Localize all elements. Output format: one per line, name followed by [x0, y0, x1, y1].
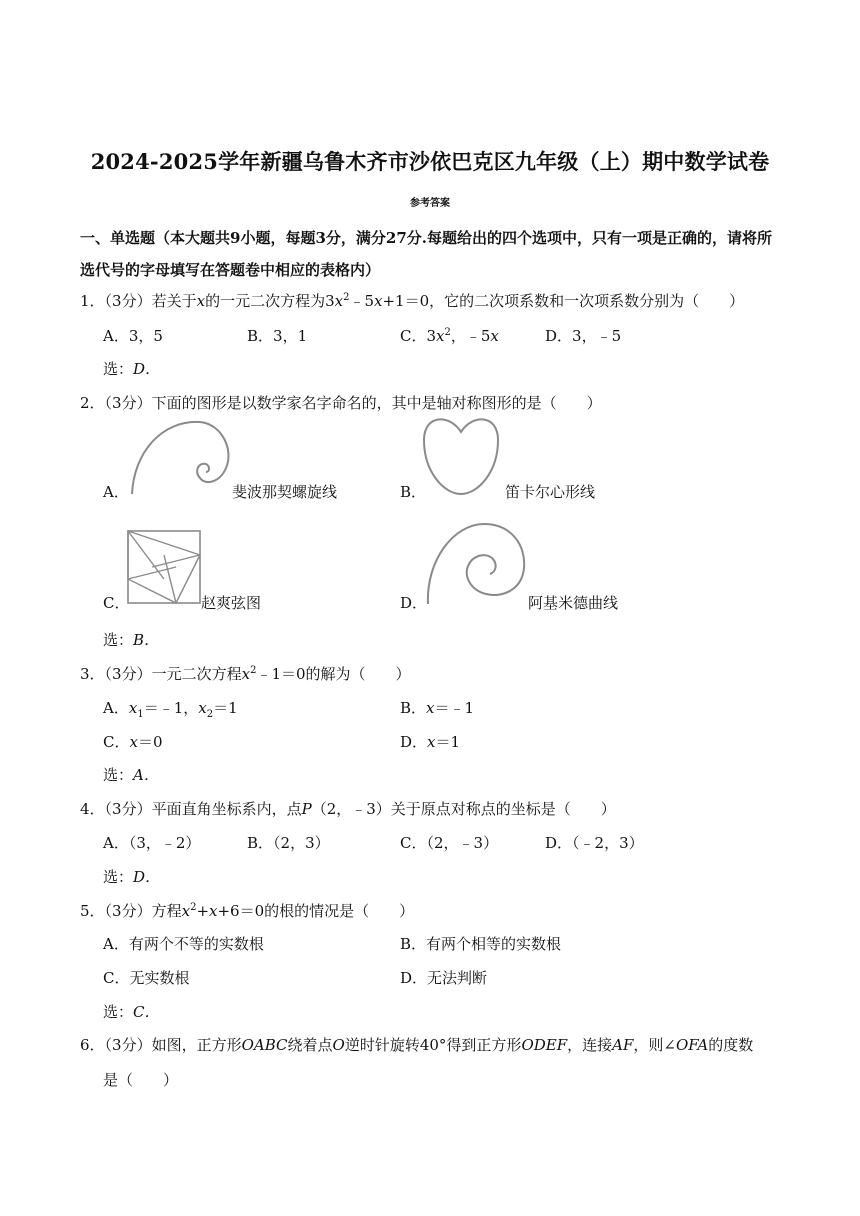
cardioid-caption: 笛卡尔心形线	[505, 483, 596, 501]
archimedean-caption: 阿基米德曲线	[528, 594, 619, 612]
question-5-option-c: C．无实数根	[103, 969, 190, 987]
question-1-option-d: D．3，﹣5	[545, 327, 622, 345]
question-4-option-a: A．（3，﹣2）	[103, 834, 201, 852]
question-2-answer: 选：B．	[103, 631, 160, 649]
question-2-option-b-label: B．	[400, 483, 427, 501]
question-5-option-d: D．无法判断	[400, 969, 488, 987]
question-5-option-a: A．有两个不等的实数根	[103, 935, 264, 953]
cardioid-figure	[420, 410, 502, 498]
question-3-option-b: B．x＝﹣1	[400, 699, 475, 717]
question-3-answer: 选：A．	[103, 766, 159, 784]
question-6-stem: 6．（3分）如图，正方形OABC绕着点O逆时针旋转40°得到正方形ODEF，连接AF，则∠OFA的度数	[80, 1036, 754, 1054]
zhao-shuang-diagram-figure	[127, 530, 201, 604]
archimedean-spiral-figure	[424, 520, 528, 610]
section-heading: 一、单选题（本大题共9小题，每题3分，满分27分.每题给出的四个选项中，只有一项是正确的，请将所选代号的字母填写在答题卷中相应的表格内）	[80, 229, 772, 279]
page-title: 2024-2025学年新疆乌鲁木齐市沙依巴克区九年级（上）期中数学试卷	[90, 149, 770, 174]
question-3-option-d: D．x＝1	[400, 733, 461, 751]
question-4-answer: 选：D．	[103, 868, 161, 886]
question-3-stem: 3．（3分）一元二次方程$x^2﹣1=0$的解为（ ）	[80, 665, 411, 683]
question-1-answer: 选：D．	[103, 360, 161, 378]
question-3-option-a: A．$x_1=﹣1$，$x_2=1$	[103, 699, 238, 720]
question-1-option-a: A．3，5	[103, 327, 163, 345]
question-3-option-c: C．x＝0	[103, 733, 163, 751]
question-5-option-b: B．有两个相等的实数根	[400, 935, 562, 953]
page-subtitle: 参考答案	[410, 198, 450, 209]
question-2-option-d-label: D．	[400, 594, 428, 612]
question-4-option-d: D．（﹣2，3）	[545, 834, 644, 852]
zhao-shuang-caption: 赵爽弦图	[201, 594, 262, 612]
fibonacci-spiral-figure	[122, 412, 236, 496]
question-1-stem: 1．（3分）若关于x的一元二次方程为$3x^2﹣5x+1=0$，它的二次项系数和一次项系数分别为（ ）	[80, 292, 745, 310]
question-2-option-c-label: C．	[103, 594, 130, 612]
question-5-stem: 5．（3分）方程$x^2+x+6=0$的根的情况是（ ）	[80, 902, 415, 920]
question-4-option-c: C．（2，﹣3）	[400, 834, 499, 852]
question-4-option-b: B．（2，3）	[247, 834, 330, 852]
question-1-option-c: C．$3x^2$，﹣5x	[400, 327, 499, 345]
question-4-stem: 4．（3分）平面直角坐标系内，点P（2，﹣3）关于原点对称点的坐标是（ ）	[80, 800, 616, 818]
question-1-option-b: B．3，1	[247, 327, 308, 345]
fibonacci-caption: 斐波那契螺旋线	[232, 483, 338, 501]
question-2-stem: 2．（3分）下面的图形是以数学家名字命名的，其中是轴对称图形的是（ ）	[80, 394, 602, 412]
question-5-answer: 选：C．	[103, 1003, 160, 1021]
question-6-stem-line2: 是（ ）	[103, 1071, 179, 1089]
question-2-option-a-label: A．	[103, 483, 129, 501]
